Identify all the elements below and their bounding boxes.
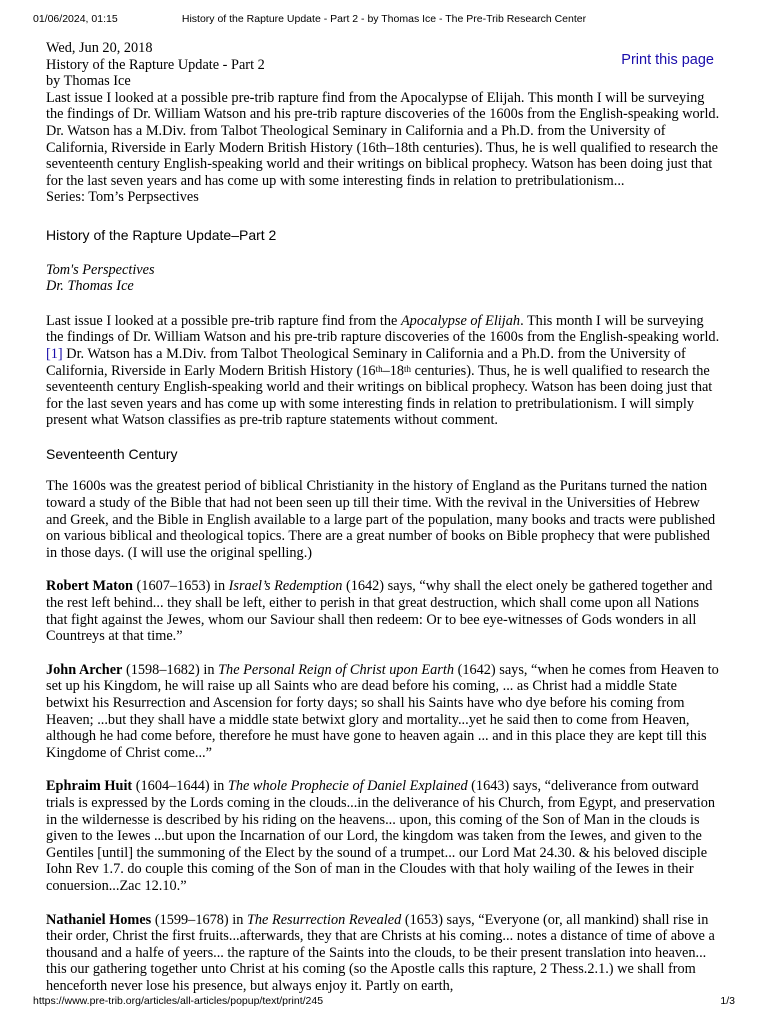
print-this-page-link[interactable]: Print this page [621, 52, 714, 68]
entry-text: (1642) says, “why shall the elect onely be gathered together and the rest left behind... they shall be left, either to perish in that great destruction, which shall come upon all Nations that fight against the Jewes, whom our Saviour shall then redeem: Or to bee eye-witnesses of Gods wonders in all Countreys at that time.” [46, 578, 713, 645]
superscript: th [375, 363, 383, 374]
print-datetime: 01/06/2024, 01:15 [33, 13, 118, 25]
entry-dates: (1599–1678) in [151, 911, 247, 928]
entry-work: The Personal Reign of Christ upon Earth [218, 661, 454, 678]
entry-dates: (1607–1653) in [132, 578, 229, 595]
intro-text: . This month I will be surveying the findings of Dr. William Watson and his pre-trib rapture discoveries of the 1600s from the English-speaking world. [46, 312, 720, 346]
print-header [33, 13, 735, 31]
entry-author: Ephraim Huit [46, 778, 133, 795]
article-title: History of the Rapture Update - Part 2 [46, 56, 265, 73]
entry-work: The Resurrection Revealed [246, 911, 402, 928]
quote-entry [46, 912, 722, 995]
entry-text: (1653) says, “Everyone (or, all mankind) shall rise in their order, Christ the first fruits...afterwards, they that are Christs at his coming... notes a distance of time of above a thousand and a halfe of yeers... the rapture of the Saints into the clouds, to be their present translation into heaven... this our gathering together unto Christ at his coming (so the Apostle calls this rapture, 2 Thess.2.1.) we shall from henceforth never lose his presence, but always enjoy it. Partly on earth, [46, 911, 715, 994]
article-summary: Last issue I looked at a possible pre-trib rapture find from the Apocalypse of Elijah. This month I will be surveying the findings of Dr. William Watson and his pre-trib rapture discoveries of the 1600s from the English-speaking world. Dr. Watson has a M.Div. from Talbot Theological Seminary in California and a Ph.D. from the University of California, Riverside in Early Modern British History (16th–18th centuries). Thus, he is well qualified to research the seventeenth century English-speaking world and their writings on biblical prophecy. Watson has been doing just that for the last seven years and has come up with some interesting finds in relation to pretribulationism... [46, 89, 720, 189]
intro-text: –18 [382, 362, 405, 379]
entry-author: Robert Maton [46, 578, 133, 595]
quote-entry [46, 778, 722, 894]
article-date: Wed, Jun 20, 2018 [46, 40, 153, 56]
section-intro-paragraph: The 1600s was the greatest period of biblical Christianity in the history of England as the Puritans turned the nation toward a study of the Bible that had not been seen up till their time. With the revival in the Universities of Hebrew and Greek, and the Bible in English available to a large part of the population, many books and tracts were published on various biblical and theological topics. There are a great number of books on Bible prophecy that were published in those days. (I will use the original spelling.) [46, 478, 716, 561]
article-series: Series: Tom’s Perpsectives [46, 189, 199, 206]
intro-text: centuries). Thus, he is well qualified to research the seventeenth century English-speaking world and their writings on biblical prophecy. Watson has been doing just that for the last seven years and has come up with some interesting finds in relation to pretribulationism. I will simply present what Watson classifies as pre-trib rapture statements without comment. [46, 362, 713, 429]
entry-text: (1642) says, “when he comes from Heaven to set up his Kingdom, he will raise up all Saints who are dead before his coming, ... as Christ had a middle State betwixt his Resurrection and Ascension for forty days; so shall his Saints have who dye before his coming from Heaven; ...but they shall have a middle state betwixt glory and mortality...yet he said then to come from Heaven, although he had come before, therefore he must have gone to heaven again ... and in this place they are kept till this Kingdome of Christ come...” [46, 661, 719, 761]
body-heading: History of the Rapture Update–Part 2 [46, 226, 277, 243]
article-content [46, 40, 722, 995]
print-page-title: History of the Rapture Update - Part 2 - by Thomas Ice - The Pre-Trib Research Center [181, 13, 587, 25]
section-heading: Seventeenth Century [46, 445, 178, 462]
superscript: th [404, 363, 412, 374]
intro-paragraph [46, 313, 722, 429]
quote-entry [46, 578, 722, 644]
entry-author: John Archer [46, 661, 123, 678]
entry-work: Israel’s Redemption [228, 578, 343, 595]
page-number: 1/3 [720, 995, 735, 1007]
author-name: Dr. Thomas Ice [46, 278, 134, 295]
entry-text: (1643) says, “deliverance from outward trials is expressed by the Lords coming in the clouds...in the deliverance of his Church, from Egypt, and preservation in the wildernesse is described by his riding on the heavens... upon, this coming of the Son of Man in the clouds is given to the Iewes ...but upon the Incarnation of our Lord, the kingdom was taken from the Iewes, and given to the Gentiles [until] the summoning of the Elect by the sound of a trumpet... our Lord Mat 24.30. & his beloved disciple Iohn Rev 1.7. do couple this coming of the Son of man in the Cloudes with that holy wailing of the Iewes in their conuersion...Zac 12.10.” [46, 778, 716, 894]
footnote-link[interactable]: [1] [46, 345, 63, 362]
entry-dates: (1598–1682) in [122, 661, 219, 678]
intro-book-title: Apocalypse of Elijah [400, 312, 521, 329]
print-url: https://www.pre-trib.org/articles/all-articles/popup/text/print/245 [33, 995, 324, 1007]
entry-work: The whole Prophecie of Daniel Explained [227, 778, 468, 795]
entry-dates: (1604–1644) in [132, 778, 228, 795]
print-footer [33, 995, 735, 1013]
intro-text: Last issue I looked at a possible pre-trib rapture find from the [46, 312, 401, 329]
article-byline: by Thomas Ice [46, 73, 131, 90]
quote-entry [46, 662, 722, 762]
column-name: Tom's Perspectives [46, 261, 155, 278]
intro-text: Dr. Watson has a M.Div. from Talbot Theological Seminary in California and a Ph.D. from the University of California, Riverside in Early Modern British History (16 [46, 345, 686, 379]
column-info [46, 262, 722, 295]
entry-author: Nathaniel Homes [46, 911, 152, 928]
